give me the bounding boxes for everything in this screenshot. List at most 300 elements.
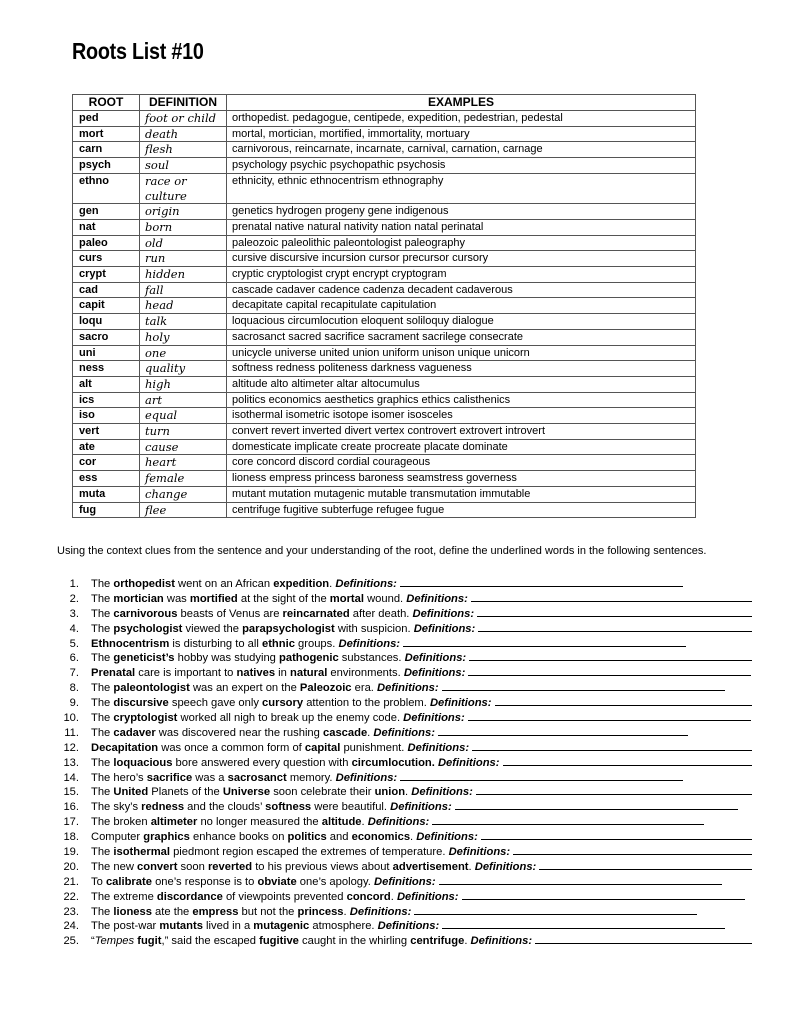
- sentence-list: [57, 576, 752, 948]
- sentence-text: The sky’s: [91, 801, 142, 814]
- sentence-number: 2.: [69, 592, 79, 605]
- sentence-text: The: [91, 905, 114, 918]
- definition-cell: head: [140, 298, 227, 314]
- sentence-text: after death.: [349, 607, 413, 620]
- examples-cell: convert revert inverted divert vertex controvert extrovert introvert: [227, 424, 696, 440]
- answer-blank[interactable]: [400, 576, 683, 587]
- sentence-text: hobby was studying: [174, 652, 280, 665]
- sentence-number: 12.: [63, 741, 79, 754]
- sentence-text: .: [343, 905, 350, 918]
- answer-blank[interactable]: [438, 725, 688, 736]
- sentence-text: bore answered every question with: [172, 756, 352, 769]
- roots-table: [72, 94, 696, 518]
- answer-blank[interactable]: [455, 799, 738, 810]
- root-word: mutagenic: [253, 920, 310, 933]
- root-word: advertisement: [392, 860, 469, 873]
- root-word: United: [113, 786, 149, 799]
- sentence-text: The: [91, 682, 114, 695]
- root-word: graphics: [143, 831, 190, 844]
- sentence-text: The: [91, 622, 114, 635]
- definitions-label: Definitions:: [416, 831, 478, 844]
- answer-blank[interactable]: [403, 636, 686, 647]
- definition-cell: high: [140, 376, 227, 392]
- answer-blank[interactable]: [462, 889, 745, 900]
- table-row: [73, 329, 696, 345]
- root-word: cryptologist: [113, 712, 178, 725]
- sentence-text: no longer measured the: [197, 816, 322, 829]
- sentence-number: 16.: [63, 801, 79, 814]
- sentence-text: .: [405, 786, 412, 799]
- definition-cell: holy: [140, 329, 227, 345]
- table-row: [73, 251, 696, 267]
- definition-cell: foot or child: [140, 111, 227, 127]
- examples-cell: genetics hydrogen progeny gene indigenous: [227, 204, 696, 220]
- table-row: [73, 282, 696, 298]
- sentence-text: groups.: [294, 637, 339, 650]
- answer-blank[interactable]: [442, 680, 725, 691]
- root-word: discursive: [113, 697, 169, 710]
- sentence-text: The: [91, 578, 114, 590]
- sentence-text: substances.: [338, 652, 405, 665]
- root-cell: ped: [73, 111, 140, 127]
- definitions-label: Definitions:: [403, 667, 466, 680]
- root-cell: mort: [73, 126, 140, 142]
- examples-cell: unicycle universe united union uniform unison unique unicorn: [227, 345, 696, 361]
- root-cell: muta: [73, 486, 140, 502]
- examples-cell: politics economics aesthetics graphics ethics calisthenics: [227, 392, 696, 408]
- answer-blank[interactable]: [400, 770, 683, 781]
- root-word: expedition: [273, 578, 330, 590]
- root-word: cadaver: [113, 726, 156, 739]
- sentence-number: 10.: [63, 712, 79, 725]
- definitions-label: Definitions:: [335, 771, 398, 784]
- sentence-number: 21.: [63, 875, 79, 888]
- sentence-number: 6.: [69, 652, 79, 665]
- root-word: lioness: [113, 905, 152, 918]
- examples-cell: decapitate capital recapitulate capitulation: [227, 298, 696, 314]
- sentence-text: was: [163, 592, 190, 605]
- root-cell: fug: [73, 502, 140, 518]
- root-word: Ethnocentrism: [91, 637, 170, 650]
- root-word: politics: [287, 831, 327, 844]
- sentence-text: caught in the whirling: [298, 935, 411, 948]
- sentence-text: in: [275, 667, 291, 680]
- definition-cell: race or culture: [140, 173, 227, 203]
- sentence-item: [57, 814, 752, 829]
- sentence-number: 3.: [69, 607, 79, 620]
- answer-blank[interactable]: [442, 918, 725, 929]
- definition-cell: quality: [140, 361, 227, 377]
- definition-cell: heart: [140, 455, 227, 471]
- answer-blank[interactable]: [439, 874, 722, 885]
- sentence-text: The: [91, 726, 114, 739]
- sentence-number: 14.: [63, 771, 79, 784]
- sentence-item: [57, 636, 752, 651]
- table-row: [73, 204, 696, 220]
- table-row: [73, 376, 696, 392]
- sentence-text: one’s response is to: [151, 875, 258, 888]
- examples-cell: cursive discursive incursion cursor precursor cursory: [227, 251, 696, 267]
- sentence-text: The: [91, 697, 114, 710]
- table-row: [73, 298, 696, 314]
- answer-blank[interactable]: [535, 933, 752, 944]
- answer-blank[interactable]: [468, 710, 751, 721]
- sentence-item: [57, 755, 752, 770]
- page-title: Roots List #10: [72, 38, 204, 64]
- definitions-label: Definitions:: [335, 578, 397, 590]
- root-word: sacrosanct: [227, 771, 287, 784]
- sentence-item: [57, 680, 752, 695]
- definition-cell: cause: [140, 439, 227, 455]
- definition-cell: death: [140, 126, 227, 142]
- examples-cell: psychology psychic psychopathic psychosis: [227, 158, 696, 174]
- table-row: [73, 235, 696, 251]
- answer-blank[interactable]: [495, 695, 753, 706]
- definition-cell: flee: [140, 502, 227, 518]
- examples-cell: mortal, mortician, mortified, immortality, mortuary: [227, 126, 696, 142]
- root-word: altitude: [321, 816, 362, 829]
- sentence-number: 20.: [63, 860, 79, 873]
- sentence-item: [57, 576, 752, 591]
- sentence-item: [57, 844, 752, 859]
- examples-cell: mutant mutation mutagenic mutable transmutation immutable: [227, 486, 696, 502]
- root-cell: capit: [73, 298, 140, 314]
- examples-cell: lioness empress princess baroness seamstress governess: [227, 471, 696, 487]
- root-word: discordance: [156, 890, 223, 903]
- sentence-number: 9.: [69, 697, 79, 710]
- sentence-text: The post-war: [91, 920, 160, 933]
- root-word: empress: [192, 905, 239, 918]
- sentence-number: 11.: [64, 726, 79, 739]
- table-row: [73, 392, 696, 408]
- sentence-item: [57, 874, 752, 889]
- answer-blank[interactable]: [481, 829, 752, 840]
- root-cell: uni: [73, 345, 140, 361]
- sentence-number: 15.: [63, 786, 79, 799]
- sentence-number: 7.: [69, 667, 79, 680]
- root-word: Prenatal: [91, 667, 136, 680]
- definitions-label: Definitions:: [429, 697, 492, 710]
- sentence-text: to his previous views about: [252, 860, 393, 873]
- definition-cell: born: [140, 219, 227, 235]
- root-word: reverted: [207, 860, 253, 873]
- sentence-number: 25.: [63, 935, 79, 948]
- sentence-text: lived in a: [202, 920, 254, 933]
- definition-cell: equal: [140, 408, 227, 424]
- definitions-label: Definitions:: [373, 726, 435, 739]
- sentence-text: care is important to: [135, 667, 237, 680]
- root-word: centrifuge: [410, 935, 465, 948]
- root-cell: cor: [73, 455, 140, 471]
- sentence-text: .: [468, 860, 475, 873]
- sentence-text: memory.: [286, 771, 336, 784]
- root-word: mutants: [159, 920, 203, 933]
- sentence-text: punishment.: [340, 741, 408, 754]
- sentence-item: [57, 933, 752, 948]
- root-word: calibrate: [105, 875, 152, 888]
- root-word: carnivorous: [113, 607, 178, 620]
- root-word: circumlocution.: [351, 756, 435, 769]
- root-word: cascade: [323, 726, 368, 739]
- definitions-label: Definitions:: [404, 652, 467, 665]
- answer-blank[interactable]: [478, 621, 752, 632]
- table-row: [73, 142, 696, 158]
- answer-blank[interactable]: [513, 844, 752, 855]
- definitions-label: Definitions:: [374, 875, 436, 888]
- sentence-item: [57, 904, 752, 919]
- sentence-text: The: [91, 786, 114, 799]
- sentence-number: 5.: [69, 637, 79, 650]
- sentence-text: was a: [192, 771, 228, 784]
- sentence-item: [57, 650, 752, 665]
- sentence-item: [57, 889, 752, 904]
- root-word: economics: [351, 831, 411, 844]
- table-row: [73, 502, 696, 518]
- root-word: convert: [137, 860, 178, 873]
- header-root: ROOT: [73, 95, 140, 111]
- definition-cell: talk: [140, 314, 227, 330]
- sentence-item: [57, 784, 752, 799]
- root-word: Universe: [222, 786, 271, 799]
- root-cell: gen: [73, 204, 140, 220]
- table-row: [73, 345, 696, 361]
- answer-blank[interactable]: [476, 784, 752, 795]
- sentence-text: speech gave only: [168, 697, 263, 710]
- definition-cell: change: [140, 486, 227, 502]
- sentence-text: viewed the: [182, 622, 243, 635]
- sentence-text: was an expert on the: [189, 682, 300, 695]
- definition-cell: run: [140, 251, 227, 267]
- root-cell: crypt: [73, 267, 140, 283]
- header-examples: EXAMPLES: [227, 95, 696, 111]
- definition-cell: turn: [140, 424, 227, 440]
- sentence-text: and the clouds’: [184, 801, 266, 814]
- sentence-item: [57, 725, 752, 740]
- sentence-text: worked all nigh to break up the enemy code.: [177, 712, 404, 725]
- table-row: [73, 361, 696, 377]
- sentence-number: 22.: [63, 890, 79, 903]
- root-cell: psych: [73, 158, 140, 174]
- answer-blank[interactable]: [432, 814, 704, 825]
- root-word: fugitive: [259, 935, 299, 948]
- answer-blank[interactable]: [539, 859, 752, 870]
- sentence-number: 17.: [63, 816, 79, 829]
- definitions-label: Definitions:: [396, 890, 459, 903]
- definition-cell: art: [140, 392, 227, 408]
- sentence-text: .: [410, 831, 417, 844]
- definitions-label: Definitions:: [411, 786, 473, 799]
- latin-word: Tempes: [94, 935, 135, 948]
- sentence-text: .: [464, 935, 471, 948]
- sentence-item: [57, 621, 752, 636]
- answer-blank[interactable]: [469, 650, 752, 661]
- table-row: [73, 424, 696, 440]
- sentence-text: .: [361, 816, 368, 829]
- examples-cell: ethnicity, ethnic ethnocentrism ethnography: [227, 173, 696, 203]
- sentence-number: 1.: [69, 578, 79, 590]
- root-word: geneticist’s: [113, 652, 175, 665]
- definitions-label: Definitions:: [403, 712, 465, 725]
- root-word: Paleozoic: [299, 682, 352, 695]
- sentence-text: of viewpoints prevented: [222, 890, 347, 903]
- examples-cell: carnivorous, reincarnate, incarnate, carnival, carnation, carnage: [227, 142, 696, 158]
- root-cell: paleo: [73, 235, 140, 251]
- sentence-text: beasts of Venus are: [177, 607, 283, 620]
- sentence-text: The: [91, 712, 114, 725]
- root-cell: carn: [73, 142, 140, 158]
- definitions-label: Definitions:: [377, 920, 440, 933]
- sentence-text: The: [91, 607, 114, 620]
- sentence-number: 18.: [63, 831, 79, 844]
- root-word: obviate: [257, 875, 297, 888]
- root-word: natural: [290, 667, 328, 680]
- sentence-number: 8.: [69, 682, 79, 695]
- definitions-label: Definitions:: [349, 905, 412, 918]
- root-cell: ess: [73, 471, 140, 487]
- root-word: Decapitation: [91, 741, 159, 754]
- definition-cell: flesh: [140, 142, 227, 158]
- sentence-item: [57, 829, 752, 844]
- table-row: [73, 219, 696, 235]
- root-word: capital: [304, 741, 341, 754]
- examples-cell: sacrosanct sacred sacrifice sacrament sacrilege consecrate: [227, 329, 696, 345]
- examples-cell: core concord discord cordial courageous: [227, 455, 696, 471]
- header-definition: DEFINITION: [140, 95, 227, 111]
- sentence-text: one’s apology.: [296, 875, 375, 888]
- table-row: [73, 408, 696, 424]
- root-word: redness: [141, 801, 185, 814]
- root-word: union: [374, 786, 406, 799]
- sentence-text: soon celebrate their: [270, 786, 375, 799]
- sentence-item: [57, 740, 752, 755]
- root-word: princess: [297, 905, 344, 918]
- sentence-text: Computer: [91, 831, 144, 844]
- root-cell: sacro: [73, 329, 140, 345]
- examples-cell: softness redness politeness darkness vagueness: [227, 361, 696, 377]
- root-word: loquacious: [113, 756, 173, 769]
- definitions-label: Definitions:: [413, 622, 476, 635]
- sentence-item: [57, 770, 752, 785]
- sentence-text: attention to the problem.: [303, 697, 430, 710]
- definition-cell: female: [140, 471, 227, 487]
- sentence-text: .: [329, 578, 336, 590]
- root-cell: iso: [73, 408, 140, 424]
- examples-cell: prenatal native natural nativity nation natal perinatal: [227, 219, 696, 235]
- answer-blank[interactable]: [503, 755, 753, 766]
- sentence-text: The broken: [91, 816, 151, 829]
- sentence-text: ate the: [151, 905, 193, 918]
- sentence-text: environments.: [327, 667, 404, 680]
- table-row: [73, 439, 696, 455]
- definition-cell: hidden: [140, 267, 227, 283]
- answer-blank[interactable]: [414, 904, 697, 915]
- sentence-text: went on an African: [174, 578, 274, 590]
- root-word: altimeter: [150, 816, 198, 829]
- table-row: [73, 314, 696, 330]
- sentence-text: but not the: [238, 905, 298, 918]
- definitions-label: Definitions:: [412, 607, 475, 620]
- table-row: [73, 267, 696, 283]
- sentence-item: [57, 918, 752, 933]
- root-word: ethnic: [261, 637, 295, 650]
- definitions-label: Definitions:: [390, 801, 452, 814]
- table-row: [73, 173, 696, 203]
- answer-blank[interactable]: [472, 740, 752, 751]
- definition-cell: one: [140, 345, 227, 361]
- sentence-number: 4.: [69, 622, 79, 635]
- root-cell: nat: [73, 219, 140, 235]
- sentence-text: piedmont region escaped the extremes of temperature.: [169, 846, 449, 859]
- sentence-text: .: [367, 726, 374, 739]
- root-cell: cad: [73, 282, 140, 298]
- definitions-label: Definitions:: [407, 741, 470, 754]
- sentence-item: [57, 695, 752, 710]
- sentence-text: were beautiful.: [311, 801, 391, 814]
- sentence-number: 19.: [63, 846, 79, 859]
- sentence-number: 13.: [63, 756, 79, 769]
- answer-blank[interactable]: [477, 606, 752, 617]
- definitions-label: Definitions:: [470, 935, 533, 948]
- root-cell: curs: [73, 251, 140, 267]
- table-row: [73, 126, 696, 142]
- sentence-text: To: [91, 875, 106, 888]
- examples-cell: loquacious circumlocution eloquent soliloquy dialogue: [227, 314, 696, 330]
- root-word: psychologist: [113, 622, 183, 635]
- definitions-label: Definitions:: [406, 592, 468, 605]
- sentence-text: “: [91, 935, 95, 948]
- table-row: [73, 471, 696, 487]
- sentence-text: The: [91, 756, 114, 769]
- root-word: concord: [346, 890, 391, 903]
- table-header-row: [73, 95, 696, 111]
- answer-blank[interactable]: [471, 591, 752, 602]
- sentence-number: 23.: [63, 905, 79, 918]
- root-word: natives: [236, 667, 276, 680]
- examples-cell: altitude alto altimeter altar altocumulus: [227, 376, 696, 392]
- sentence-text: enhance books on: [189, 831, 288, 844]
- table-row: [73, 111, 696, 127]
- sentence-item: [57, 665, 752, 680]
- definitions-label: Definitions:: [437, 756, 500, 769]
- sentence-item: [57, 606, 752, 621]
- root-word: paleontologist: [113, 682, 190, 695]
- root-word: cursory: [262, 697, 304, 710]
- examples-cell: paleozoic paleolithic paleontologist paleography: [227, 235, 696, 251]
- definition-cell: fall: [140, 282, 227, 298]
- sentence-number: 24.: [63, 920, 79, 933]
- sentence-text: with suspicion.: [334, 622, 414, 635]
- root-word: pathogenic: [279, 652, 339, 665]
- examples-cell: centrifuge fugitive subterfuge refugee fugue: [227, 502, 696, 518]
- sentence-item: [57, 859, 752, 874]
- examples-cell: isothermal isometric isotope isomer isosceles: [227, 408, 696, 424]
- answer-blank[interactable]: [468, 665, 751, 676]
- sentence-text: at the sight of the: [237, 592, 330, 605]
- root-cell: vert: [73, 424, 140, 440]
- root-word: softness: [265, 801, 312, 814]
- examples-cell: domesticate implicate create procreate placate dominate: [227, 439, 696, 455]
- definitions-label: Definitions:: [367, 816, 430, 829]
- root-word: orthopedist: [113, 578, 175, 590]
- sentence-text: wound.: [363, 592, 407, 605]
- roots-table-body: [73, 111, 696, 518]
- root-word: mortal: [329, 592, 364, 605]
- instructions-text: Using the context clues from the sentence and your understanding of the root, define the underlined words in the following sentences.: [57, 545, 707, 557]
- sentence-text: was once a common form of: [158, 741, 305, 754]
- sentence-text: The: [91, 592, 114, 605]
- definitions-label: Definitions:: [448, 846, 511, 859]
- root-cell: ethno: [73, 173, 140, 203]
